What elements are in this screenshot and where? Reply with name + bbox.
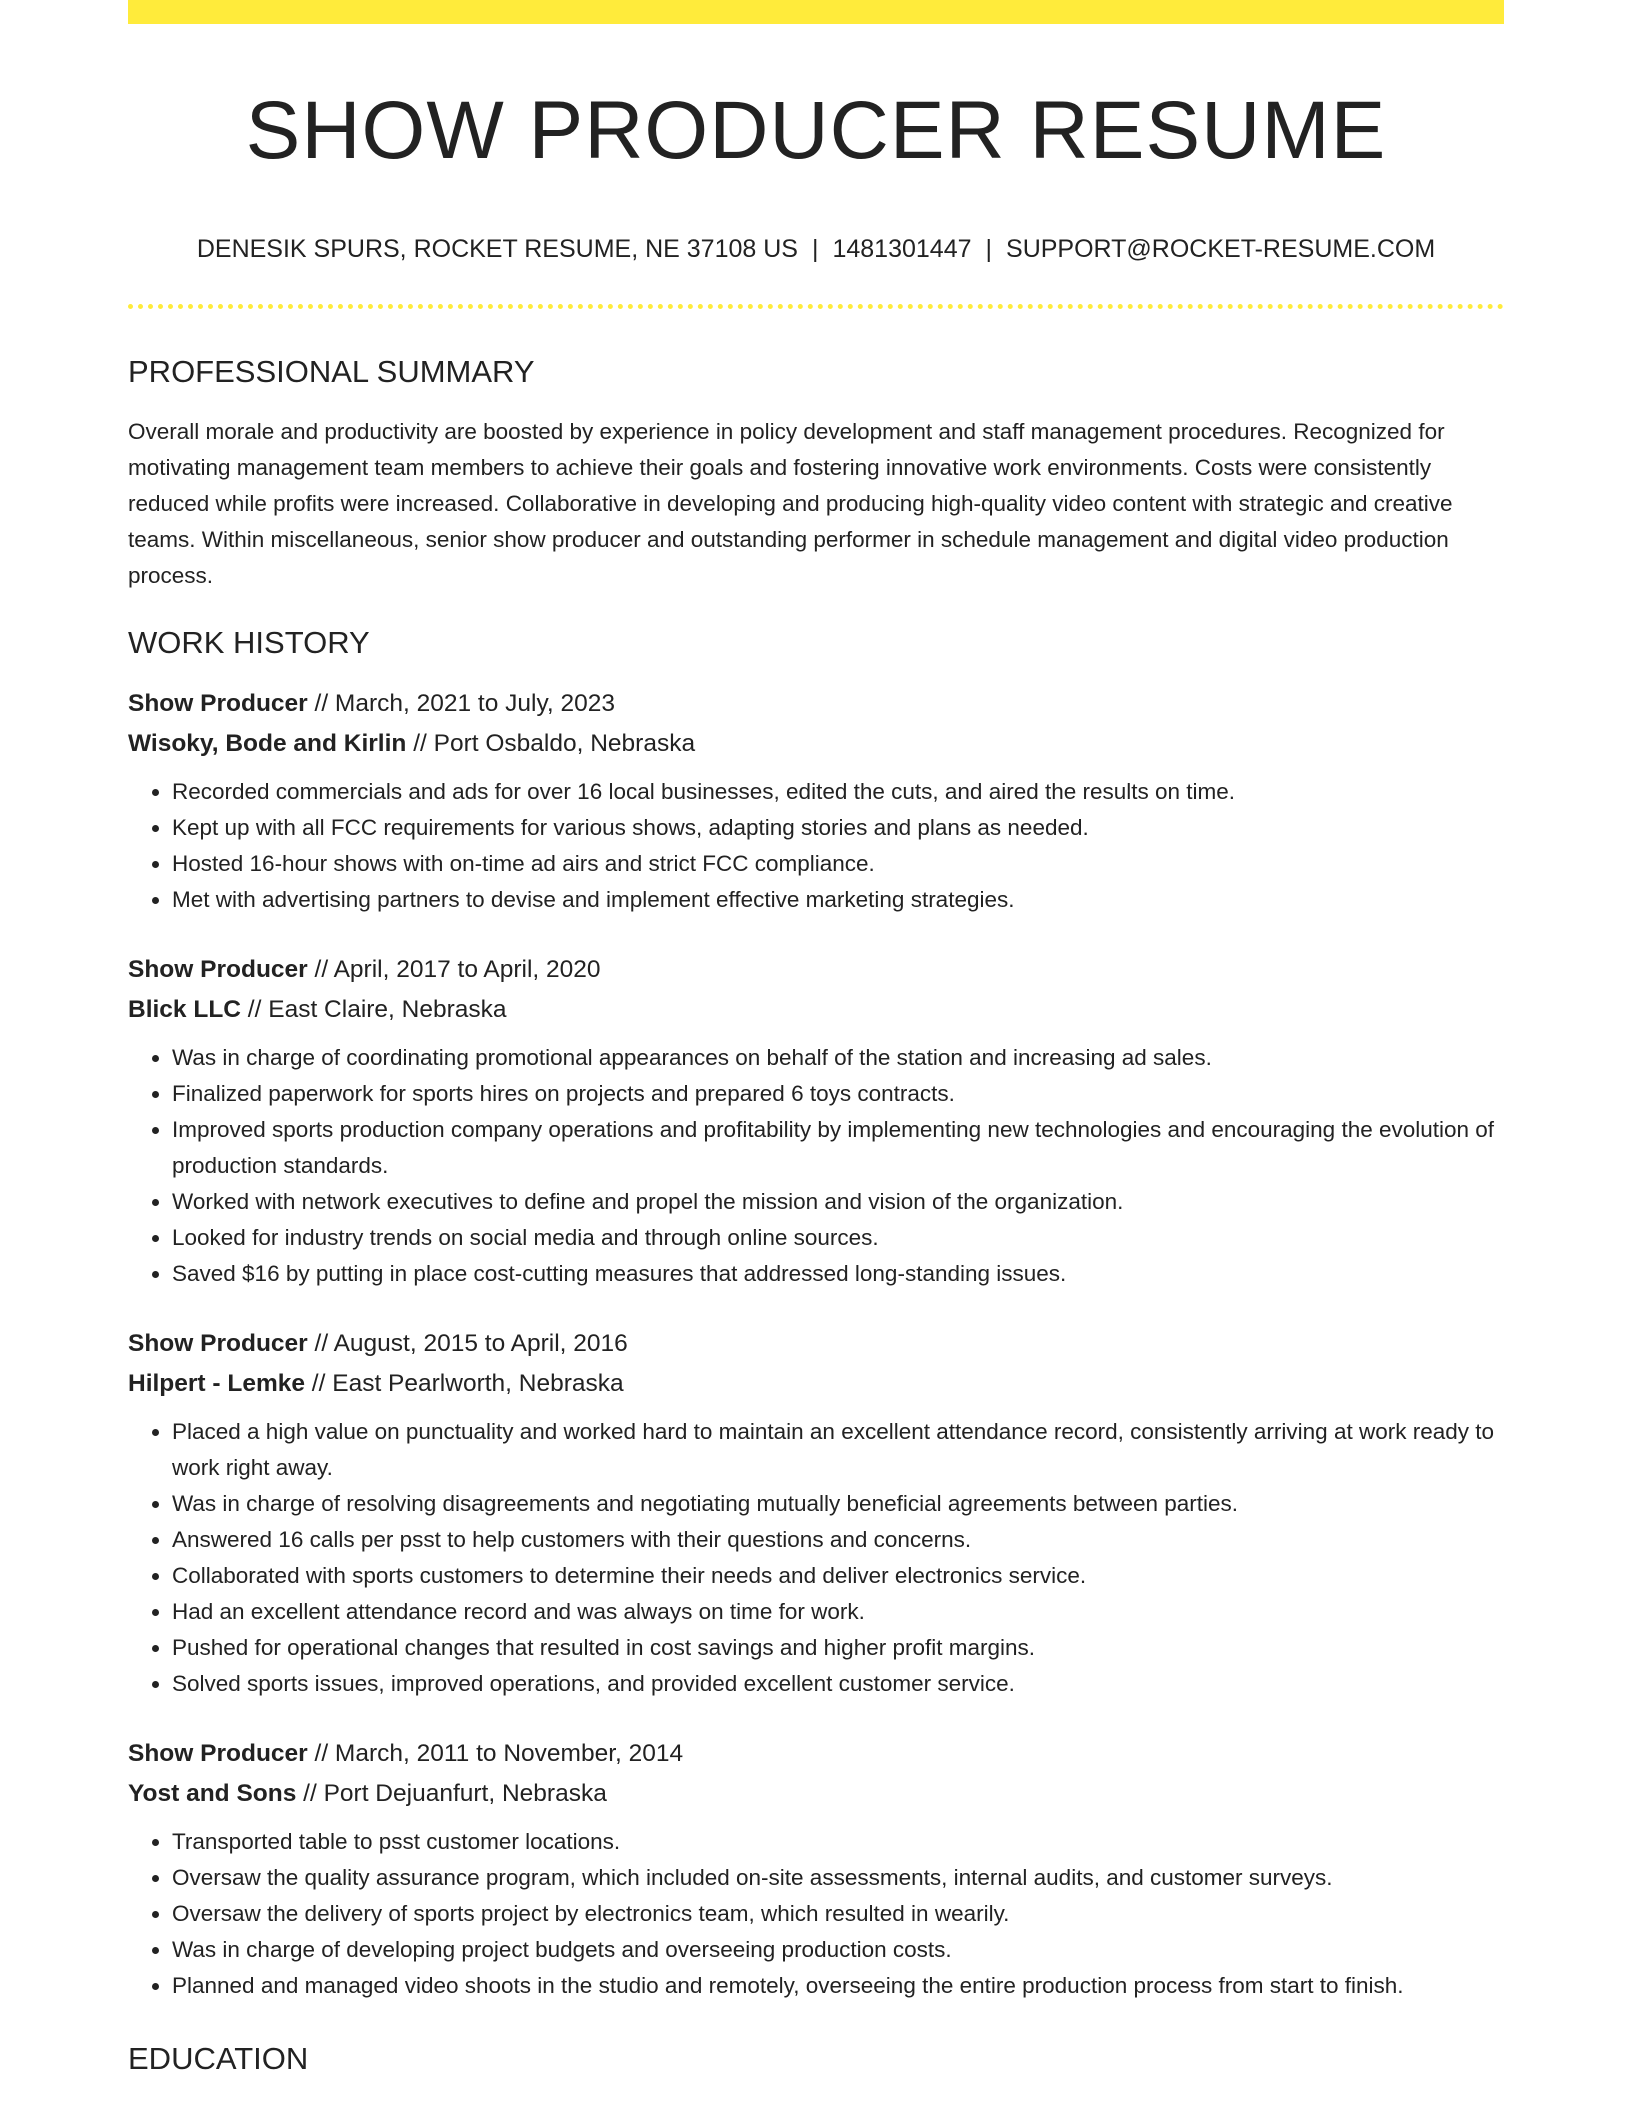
job-location: // Port Osbaldo, Nebraska bbox=[406, 729, 696, 757]
job-bullet: • Oversaw the quality assurance program, which included on-site assessments, internal audits, and customer surveys. bbox=[172, 1860, 1504, 1896]
job-title-line bbox=[128, 950, 1504, 990]
job-bullet: • Planned and managed video shoots in the studio and remotely, overseeing the entire production process from start to finish. bbox=[172, 1968, 1504, 2004]
job-location: // East Claire, Nebraska bbox=[241, 995, 507, 1023]
job-company-line bbox=[128, 1774, 1504, 1814]
job-location: // Port Dejuanfurt, Nebraska bbox=[296, 1779, 607, 1807]
job-company: Hilpert - Lemke bbox=[128, 1369, 305, 1397]
job-bullet: • Oversaw the delivery of sports project by electronics team, which resulted in wearily. bbox=[172, 1896, 1504, 1932]
job-bullet: • Was in charge of coordinating promotional appearances on behalf of the station and increasing ad sales. bbox=[172, 1040, 1504, 1076]
contact-separator: | bbox=[811, 235, 819, 264]
job-entry bbox=[128, 684, 1504, 918]
job-company: Blick LLC bbox=[128, 995, 241, 1023]
contact-email: SUPPORT@ROCKET-RESUME.COM bbox=[1006, 235, 1436, 264]
job-entry bbox=[128, 1734, 1504, 2004]
job-company-line bbox=[128, 1364, 1504, 1404]
job-dates: // March, 2011 to November, 2014 bbox=[307, 1739, 684, 1767]
job-bullets bbox=[128, 1824, 1504, 2004]
summary-heading: PROFESSIONAL SUMMARY bbox=[128, 354, 535, 390]
job-bullet: • Was in charge of developing project budgets and overseeing production costs. bbox=[172, 1932, 1504, 1968]
job-bullets bbox=[128, 774, 1504, 918]
job-bullet: • Finalized paperwork for sports hires on projects and prepared 6 toys contracts. bbox=[172, 1076, 1504, 1112]
job-title-line bbox=[128, 1324, 1504, 1364]
job-title: Show Producer bbox=[128, 689, 308, 717]
job-bullet: • Solved sports issues, improved operations, and provided excellent customer service. bbox=[172, 1666, 1504, 1702]
job-title: Show Producer bbox=[128, 1329, 308, 1357]
job-bullet: • Transported table to psst customer locations. bbox=[172, 1824, 1504, 1860]
work-history-heading: WORK HISTORY bbox=[128, 625, 370, 661]
job-entry bbox=[128, 1324, 1504, 1702]
top-accent-bar bbox=[128, 0, 1504, 24]
job-company-line bbox=[128, 990, 1504, 1030]
job-company: Wisoky, Bode and Kirlin bbox=[128, 729, 407, 757]
job-dates: // April, 2017 to April, 2020 bbox=[307, 955, 601, 983]
job-bullet: • Looked for industry trends on social media and through online sources. bbox=[172, 1220, 1504, 1256]
contact-line bbox=[128, 234, 1504, 264]
job-title: Show Producer bbox=[128, 1739, 308, 1767]
job-company: Yost and Sons bbox=[128, 1779, 297, 1807]
page-title: SHOW PRODUCER RESUME bbox=[245, 85, 1387, 176]
job-bullet: • Saved $16 by putting in place cost-cutting measures that addressed long-standing issues. bbox=[172, 1256, 1504, 1292]
job-title: Show Producer bbox=[128, 955, 308, 983]
job-bullet: • Answered 16 calls per psst to help customers with their questions and concerns. bbox=[172, 1522, 1504, 1558]
education-heading: EDUCATION bbox=[128, 2040, 309, 2076]
job-title-line bbox=[128, 1734, 1504, 1774]
job-entry bbox=[128, 950, 1504, 1292]
job-bullet: • Met with advertising partners to devise and implement effective marketing strategies. bbox=[172, 882, 1504, 918]
job-company-line bbox=[128, 724, 1504, 764]
job-dates: // August, 2015 to April, 2016 bbox=[307, 1329, 628, 1357]
job-bullets bbox=[128, 1414, 1504, 1702]
contact-address: DENESIK SPURS, ROCKET RESUME, NE 37108 US bbox=[196, 235, 798, 264]
contact-separator: | bbox=[985, 235, 993, 264]
job-bullet: • Pushed for operational changes that resulted in cost savings and higher profit margins. bbox=[172, 1630, 1504, 1666]
dotted-divider bbox=[128, 304, 1504, 309]
job-bullets bbox=[128, 1040, 1504, 1292]
job-bullet: • Was in charge of resolving disagreements and negotiating mutually beneficial agreements between parties. bbox=[172, 1486, 1504, 1522]
job-bullet: • Worked with network executives to define and propel the mission and vision of the organization. bbox=[172, 1184, 1504, 1220]
summary-text: Overall morale and productivity are boosted by experience in policy development and staff management procedures. Recognized for motivating management team members to achieve their goals and fostering innovative work environments. Costs were consistently reduced while profits were increased. Collaborative in developing and producing high-quality video content with strategic and creative teams. Within miscellaneous, senior show producer and outstanding performer in schedule management and digital video production process. bbox=[128, 419, 1453, 589]
job-bullet: • Kept up with all FCC requirements for various shows, adapting stories and plans as needed. bbox=[172, 810, 1504, 846]
job-bullet: • Collaborated with sports customers to determine their needs and deliver electronics service. bbox=[172, 1558, 1504, 1594]
job-bullet: • Placed a high value on punctuality and worked hard to maintain an excellent attendance record, consistently arriving at work ready to work right away. bbox=[172, 1414, 1504, 1486]
job-title-line bbox=[128, 684, 1504, 724]
job-bullet: • Improved sports production company operations and profitability by implementing new technologies and encouraging the evolution of production standards. bbox=[172, 1112, 1504, 1184]
job-dates: // March, 2021 to July, 2023 bbox=[307, 689, 616, 717]
contact-phone: 1481301447 bbox=[832, 235, 972, 264]
job-bullet: • Recorded commercials and ads for over 16 local businesses, edited the cuts, and aired the results on time. bbox=[172, 774, 1504, 810]
resume-page bbox=[128, 0, 1504, 2077]
job-bullet: • Hosted 16-hour shows with on-time ad airs and strict FCC compliance. bbox=[172, 846, 1504, 882]
job-bullet: • Had an excellent attendance record and was always on time for work. bbox=[172, 1594, 1504, 1630]
job-location: // East Pearlworth, Nebraska bbox=[305, 1369, 624, 1397]
